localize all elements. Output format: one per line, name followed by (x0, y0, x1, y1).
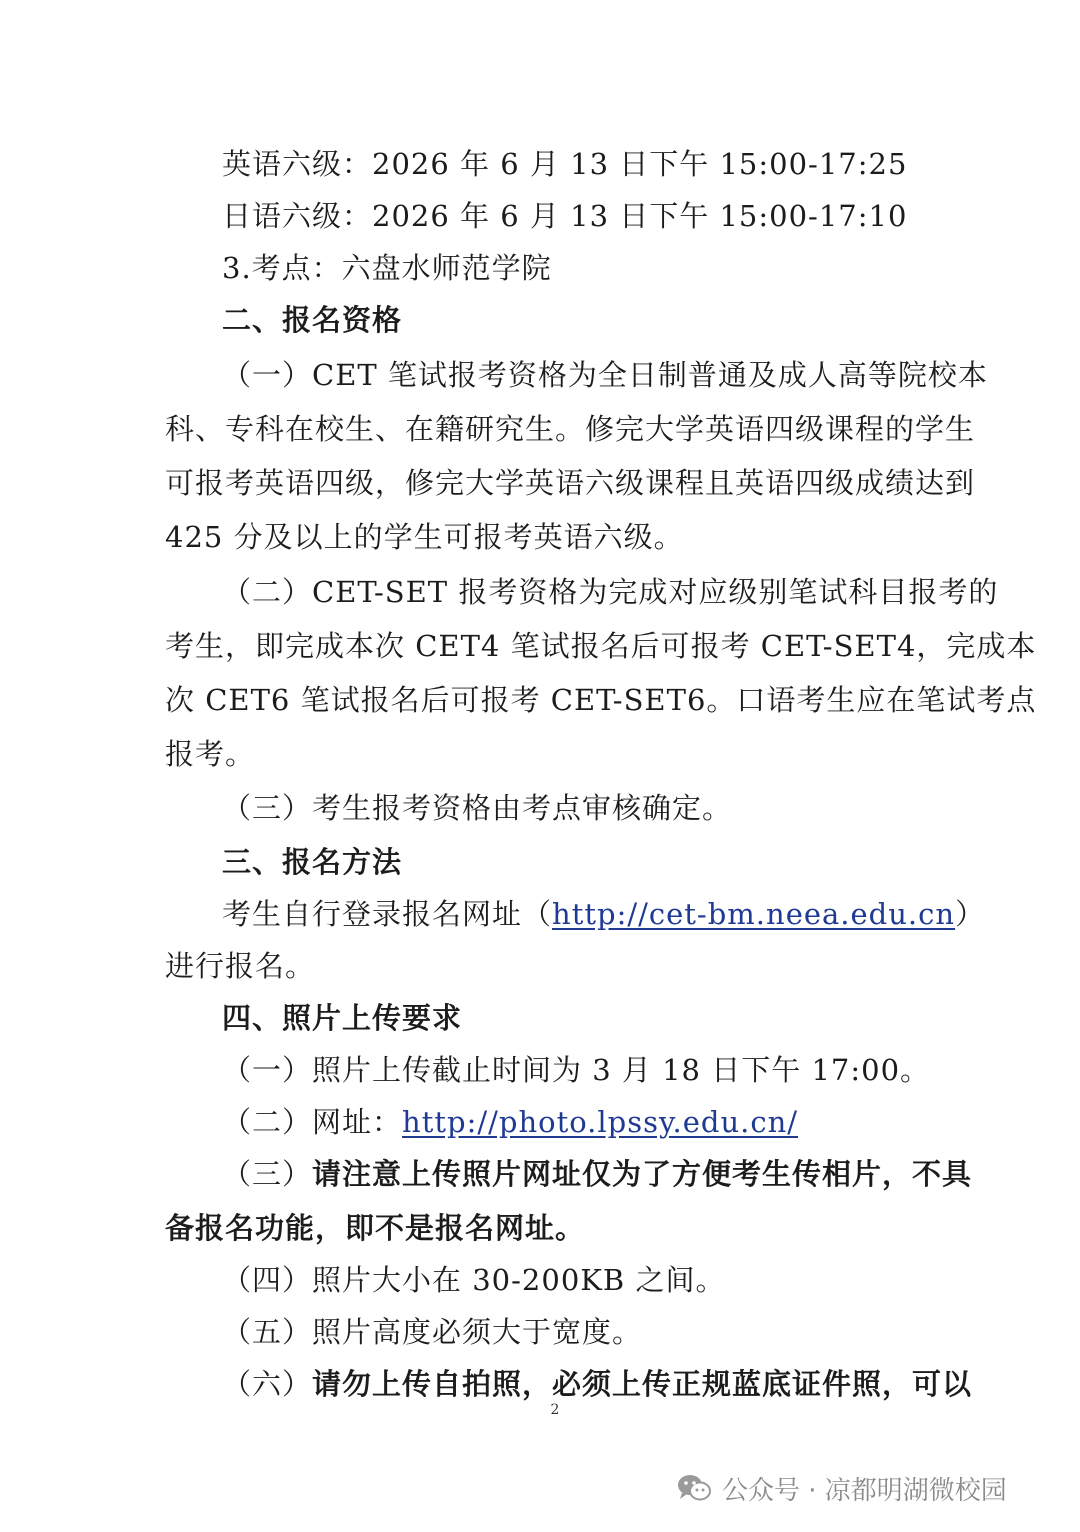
registration-paren: ） (955, 897, 986, 931)
watermark-text: 公众号 · 凉都明湖微校园 (722, 1475, 1007, 1506)
eligibility-para-1-line-2: 科、专科在校生、在籍研究生。修完大学英语四级课程的学生 (165, 412, 976, 446)
eligibility-para-1-line-4: 425 分及以上的学生可报考英语六级。 (165, 520, 684, 554)
photo-url-label: （二）网址： (222, 1105, 403, 1139)
eligibility-para-2-line-3: 次 CET6 笔试报名后可报考 CET-SET6。口语考生应在笔试考点 (165, 683, 1037, 717)
eligibility-para-2-line-2: 考生，即完成本次 CET4 笔试报名后可报考 CET-SET4，完成本 (165, 629, 1037, 663)
registration-link[interactable]: http://cet-bm.neea.edu.cn (552, 897, 956, 931)
photo-upload-link[interactable]: http://photo.lpssy.edu.cn/ (402, 1105, 799, 1139)
photo-url-line (222, 1104, 798, 1140)
registration-para-line-2: 进行报名。 (165, 949, 316, 983)
photo-size: （四）照片大小在 30-200KB 之间。 (222, 1263, 726, 1297)
photo-selfie-text: 请勿上传自拍照，必须上传正规蓝底证件照，可以 (312, 1367, 973, 1401)
photo-deadline: （一）照片上传截止时间为 3 月 18 日下午 17:00。 (222, 1053, 931, 1087)
registration-text: 考生自行登录报名网址（ (222, 897, 553, 931)
page-number: 2 (550, 1402, 560, 1418)
photo-notice-num: （三） (222, 1157, 313, 1191)
eligibility-para-1-line-3: 可报考英语四级，修完大学英语六级课程且英语四级成绩达到 (165, 466, 976, 500)
exam-site: 3.考点：六盘水师范学院 (222, 251, 552, 285)
eligibility-para-2-line-1: （二）CET-SET 报考资格为完成对应级别笔试科目报考的 (222, 575, 999, 609)
photo-selfie-warning (222, 1366, 973, 1402)
wechat-watermark (676, 1468, 1007, 1508)
photo-notice-line-2: 备报名功能，即不是报名网址。 (165, 1211, 586, 1245)
section-heading-photo: 四、照片上传要求 (222, 1001, 463, 1035)
eligibility-para-1-line-1: （一）CET 笔试报考资格为全日制普通及成人高等院校本 (222, 358, 988, 392)
eligibility-para-3: （三）考生报考资格由考点审核确定。 (222, 791, 733, 825)
photo-dimensions: （五）照片高度必须大于宽度。 (222, 1315, 643, 1349)
registration-para-line-1 (222, 896, 985, 932)
exam-time-cet6: 英语六级：2026 年 6 月 13 日下午 15:00-17:25 (222, 147, 908, 181)
photo-notice-line-1 (222, 1156, 973, 1192)
eligibility-para-2-line-4: 报考。 (165, 737, 256, 771)
section-heading-eligibility: 二、报名资格 (222, 303, 403, 337)
photo-notice-text: 请注意上传照片网址仅为了方便考生传相片，不具 (312, 1157, 973, 1191)
exam-time-japanese6: 日语六级：2026 年 6 月 13 日下午 15:00-17:10 (222, 199, 908, 233)
wechat-icon (676, 1473, 712, 1503)
section-heading-registration: 三、报名方法 (222, 845, 403, 879)
photo-selfie-num: （六） (222, 1367, 313, 1401)
